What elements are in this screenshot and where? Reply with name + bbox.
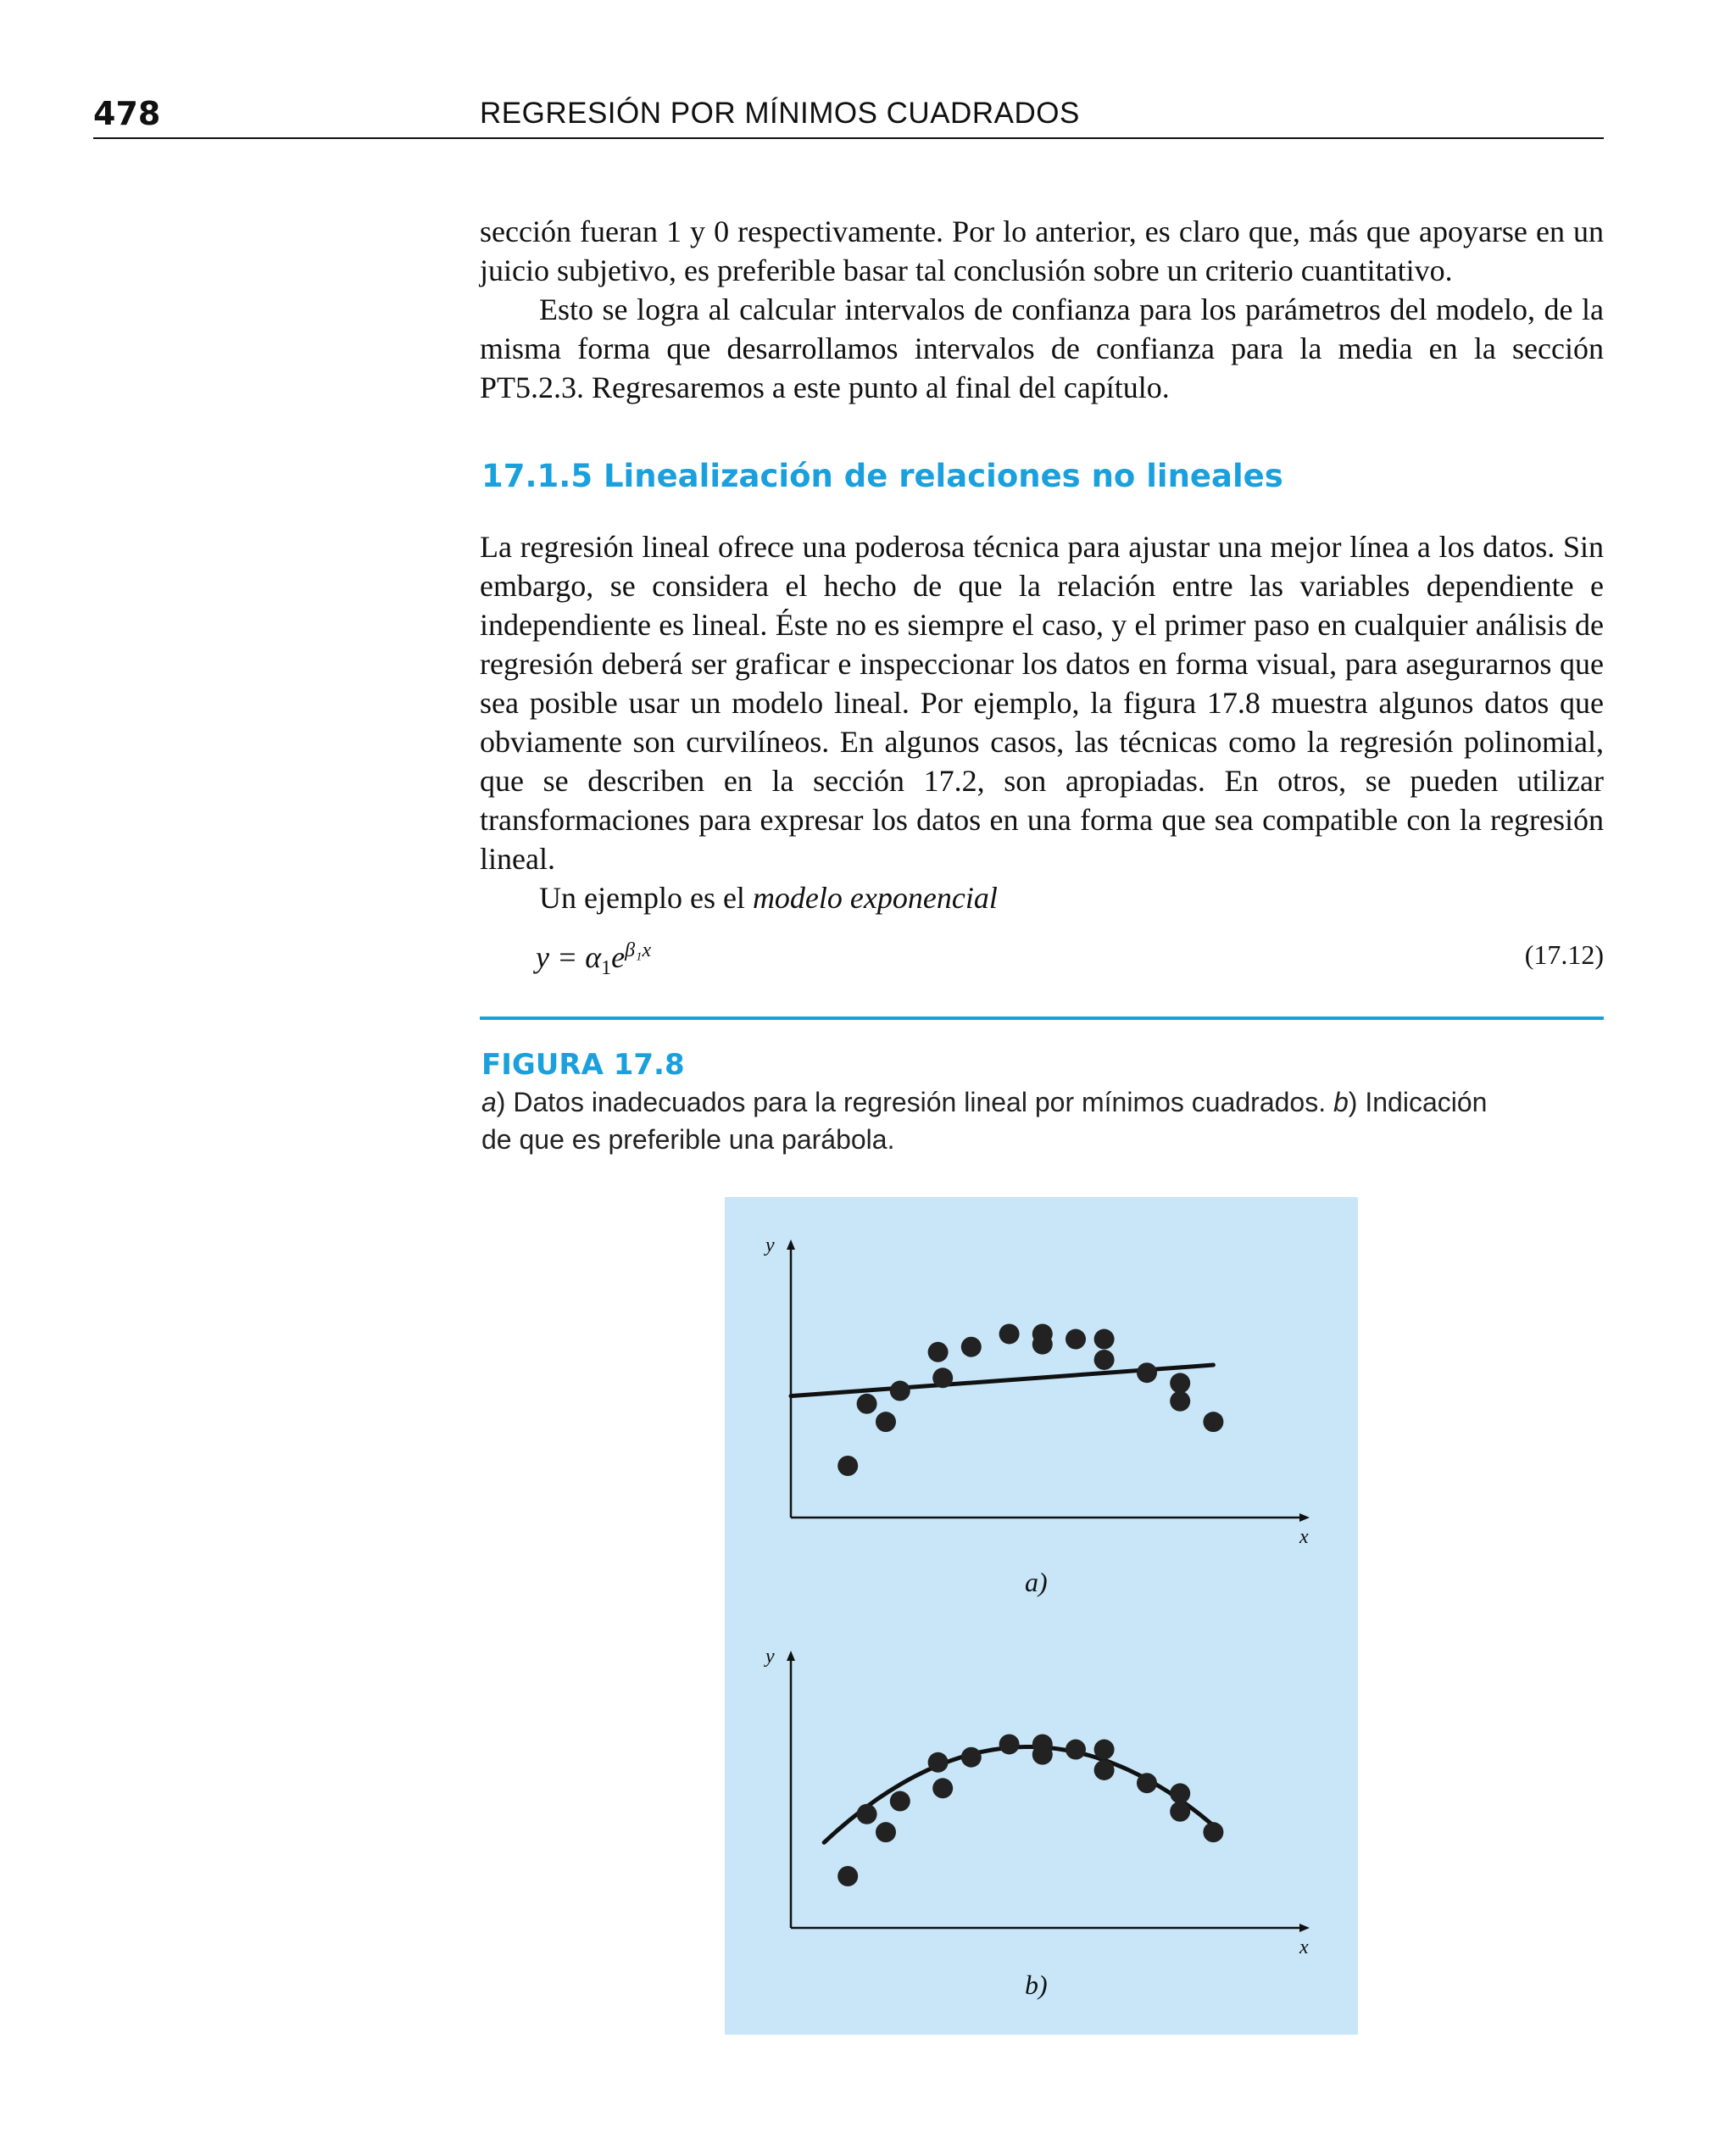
figure-caption [481,1083,1516,1158]
data-point-b-12 [1094,1740,1115,1760]
x-axis-label-a: x [1299,1526,1309,1548]
data-point-a-14 [1170,1373,1190,1393]
data-point-b-6 [961,1747,982,1768]
x-axis-arrow-a [1299,1513,1310,1522]
data-point-a-9 [1032,1334,1053,1355]
data-point-b-9 [1032,1745,1053,1765]
section-paragraph: La regresión lineal ofrece una poderosa técnica para ajustar una mejor línea a los datos. Sin embargo, se considera el hecho de que la relación entre las variables dependiente e independiente es lineal. Éste no es siempre el caso, y el primer paso en cualquier análisis de regresión deberá ser graficar e inspeccionar los datos en forma visual, para asegurarnos que sea posible usar un modelo lineal. Por ejemplo, la figura 17.8 muestra algunos datos que obviamente son curvilíneos. En algunos casos, las técnicas como la regresión polinomial, que se describen en la sección 17.2, son apropiadas. En otros, se pueden utilizar transformaciones para expresar los datos en una forma que sea compatible con la regresión lineal. [480,530,1604,876]
data-point-a-1 [857,1394,877,1414]
equation-alpha-sub: 1 [601,957,612,980]
caption-a-text: ) Datos inadecuados para la regresión lineal por mínimos cuadrados. [496,1087,1333,1117]
equation-base: e [611,940,626,974]
y-axis-label-a: y [765,1234,775,1256]
data-point-b-10 [1066,1740,1086,1760]
data-point-a-16 [1203,1412,1223,1432]
data-point-b-15 [1170,1802,1190,1822]
data-point-a-2 [876,1412,896,1432]
panel-label-b: b) [1025,1969,1048,2000]
y-axis-arrow-a [787,1239,795,1250]
figure-rule [480,1017,1604,1020]
caption-a-tag: a [481,1087,497,1117]
figure-charts [725,1197,1358,2035]
data-point-b-13 [1137,1773,1157,1793]
example-paragraph [480,878,1604,917]
panel-label-a: a) [1025,1567,1048,1597]
data-point-a-15 [1170,1391,1190,1412]
x-axis-label-b: x [1299,1936,1309,1958]
section-title: 17.1.5 Linealización de relaciones no lineales [481,458,1283,494]
data-point-b-11 [1094,1760,1115,1780]
equation [536,939,651,980]
data-point-b-5 [932,1778,953,1798]
data-point-a-5 [932,1367,953,1388]
data-point-a-13 [1137,1362,1157,1383]
data-point-b-14 [1170,1783,1190,1803]
page-number: 478 [93,95,161,132]
example-lead: Un ejemplo es el [539,881,753,915]
paragraph-2: Esto se logra al calcular intervalos de confianza para los parámetros del modelo, de la misma forma que desarrollamos intervalos de confianza para la media en la sección PT5.2.3. Regresaremos a este punto al final del capítulo. [480,292,1604,404]
data-point-b-1 [857,1804,877,1824]
section-body [480,527,1604,917]
equation-number: (17.12) [1524,939,1604,970]
intro-text [480,212,1604,407]
data-point-a-7 [999,1323,1020,1344]
data-point-b-2 [876,1822,896,1842]
figure-panel [725,1197,1358,2035]
data-point-a-10 [1066,1329,1086,1350]
caption-b-tag: b [1333,1087,1349,1117]
data-point-a-6 [961,1337,982,1357]
figure-label: FIGURA 17.8 [481,1048,685,1082]
data-point-b-4 [928,1752,949,1773]
data-point-a-11 [1094,1350,1115,1370]
header-rule [93,137,1604,139]
data-point-a-4 [928,1342,949,1362]
data-point-b-16 [1203,1822,1223,1842]
data-point-a-3 [890,1381,910,1401]
y-axis-label-b: y [765,1646,775,1668]
data-point-a-12 [1094,1329,1115,1350]
caption-b-text: ) Indicación de que es preferible una parábola. [481,1087,1488,1155]
data-point-b-0 [837,1866,858,1886]
paragraph-1: sección fueran 1 y 0 respectivamente. Por lo anterior, es claro que, más que apoyarse en un juicio subjetivo, es preferible basar tal conclusión sobre un criterio cuantitativo. [480,214,1604,287]
running-head: REGRESIÓN POR MÍNIMOS CUADRADOS [480,97,1080,130]
data-point-b-3 [890,1791,910,1812]
example-term: modelo exponencial [752,881,998,915]
data-point-b-7 [999,1734,1020,1754]
equation-lhs: y = α [536,940,602,974]
equation-exponent: β₁x [625,939,652,961]
data-point-a-0 [837,1456,858,1476]
y-axis-arrow-b [787,1651,795,1661]
x-axis-arrow-b [1299,1924,1310,1932]
